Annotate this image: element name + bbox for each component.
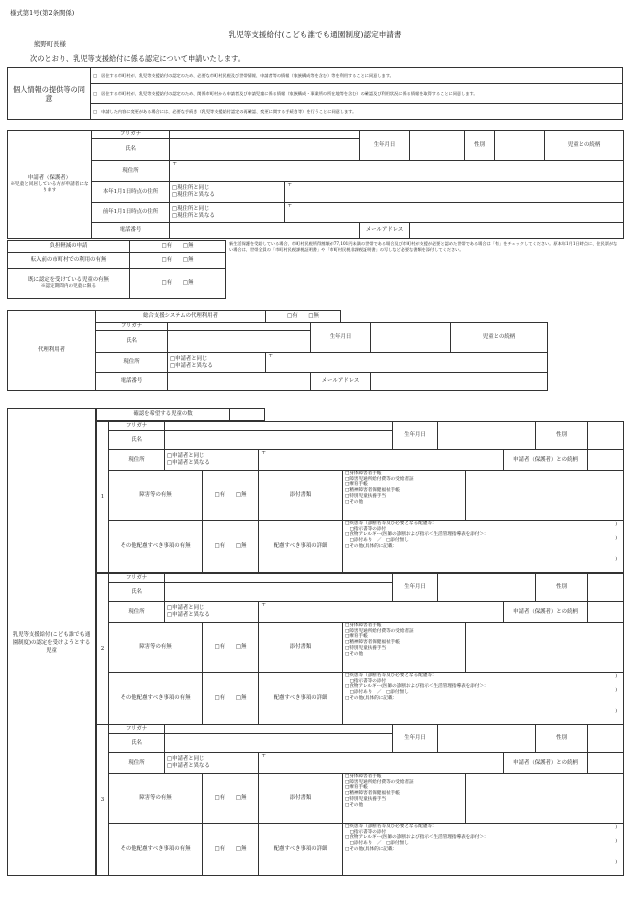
email-label: メールアドレス	[360, 223, 410, 239]
attach-label: 添付書類	[259, 471, 343, 521]
applicant-dob-field[interactable]	[410, 131, 465, 161]
attach-checkbox[interactable]: □障害児通所給付費等の受給者証	[345, 476, 414, 482]
dob-label: 生年月日	[393, 574, 438, 602]
proxy-table	[7, 310, 548, 391]
postal-mark: 〒	[261, 450, 267, 456]
child-gender-field[interactable]	[588, 574, 624, 602]
attach-checkbox[interactable]: □その他	[345, 499, 364, 505]
attach-list[interactable]	[343, 623, 466, 673]
child-name-field[interactable]	[165, 583, 393, 602]
attach-checkbox[interactable]: □療育手帳	[345, 785, 368, 791]
same-applicant-checkbox[interactable]: □申請者と同じ	[167, 605, 205, 612]
address-label: 現住所	[109, 602, 165, 623]
proxy-address-field[interactable]	[266, 353, 548, 373]
postal-mark: 〒	[261, 602, 267, 608]
furigana-label: フリガナ	[92, 131, 170, 139]
close-paren: )	[615, 674, 618, 679]
phone-label: 電話番号	[96, 373, 168, 391]
applicant-name-field[interactable]	[170, 139, 360, 161]
close-paren: )	[615, 839, 618, 844]
close-paren: )	[615, 709, 618, 714]
attach-checkbox[interactable]: □特別児童扶養手当	[345, 493, 387, 499]
relation-applicant-label: 申請者（保護者）との続柄	[504, 602, 588, 623]
attach-label: 添付書類	[259, 623, 343, 673]
child-address-field[interactable]	[259, 450, 504, 471]
detail-checkbox[interactable]: □食物アレルギー(医師の診断および指示＜生活管理指導表を添付＞：	[345, 532, 489, 538]
other-yes-no[interactable]: □有 □無	[203, 673, 259, 725]
same-address-checkbox[interactable]: □現住所と同じ	[172, 185, 210, 192]
form-number: 様式第1号(第2条関係)	[10, 9, 75, 17]
applicant-table	[7, 130, 624, 239]
proxy-furigana-field[interactable]	[168, 323, 311, 331]
attach-checkbox[interactable]: □障害児通所給付費等の受給者証	[345, 628, 414, 634]
child-block	[96, 724, 624, 876]
close-paren: )	[615, 825, 618, 830]
same-address-checkbox[interactable]: □現住所と同じ	[172, 205, 210, 212]
moved-yes-no[interactable]: □有 □無	[130, 253, 226, 269]
applicant-note: ※児童と同居している方が申請者になります	[10, 182, 89, 193]
child-furigana-field[interactable]	[165, 725, 393, 734]
diff-applicant-checkbox[interactable]: □申請者と異なる	[167, 612, 210, 618]
diff-address-checkbox[interactable]: □現住所と異なる	[172, 192, 215, 198]
disability-yes-no[interactable]: □有 □無	[203, 623, 259, 673]
name-label: 氏名	[109, 583, 165, 602]
attach-checkbox[interactable]: □特別児童扶養手当	[345, 645, 387, 651]
cert-label: 既に認定を受けている児童の有無	[28, 277, 109, 284]
proxy-address-options[interactable]	[168, 353, 266, 373]
name-label: 氏名	[96, 331, 168, 353]
children-label	[7, 408, 96, 876]
postal-mark: 〒	[268, 353, 274, 359]
attach-list[interactable]	[343, 471, 466, 521]
details-list[interactable]	[343, 824, 624, 876]
child-number: 2	[97, 574, 109, 725]
relation-applicant-label: 申請者（保護者）との続柄	[504, 450, 588, 471]
attach-checkbox[interactable]: □障害児通所給付費等の受給者証	[345, 779, 414, 785]
child-furigana-field[interactable]	[165, 422, 393, 431]
details-label: 配慮すべき事項の詳細	[259, 673, 343, 725]
consent-table	[7, 67, 623, 120]
child-address-field[interactable]	[259, 753, 504, 774]
dob-label: 生年月日	[393, 422, 438, 450]
child-gender-field[interactable]	[588, 725, 624, 753]
address-label: 現住所	[109, 450, 165, 471]
dob-label: 生年月日	[311, 323, 371, 353]
relation-applicant-label: 申請者（保護者）との続柄	[504, 753, 588, 774]
child-relation-field[interactable]	[588, 450, 624, 471]
jan1-prev-label: 前年1月1日時点の住所	[92, 203, 170, 223]
burden-side-note: 新生活保護を受給している場合、市町村民税所得割額が77,101円未満の世帯である場合及び市町村が支援が必要と認めた世帯である場合は「有」をチェックしてください。原本年1月1日時点に、住民票がない場合は、世帯全員の「市町村民税課税証明書」や「市町村民税非課税証明書」の写しなど必要な書類を添付してください。	[229, 241, 618, 252]
email-label: メールアドレス	[311, 373, 371, 391]
disability-label: 障害等の有無	[109, 774, 203, 824]
close-paren: )	[615, 860, 618, 865]
furigana-label: フリガナ	[109, 422, 165, 431]
child-name-field[interactable]	[165, 734, 393, 753]
cert-label-cell	[8, 269, 130, 299]
attach-checkbox[interactable]: □療育手帳	[345, 482, 368, 488]
child-relation-field[interactable]	[588, 602, 624, 623]
child-name-field[interactable]	[165, 431, 393, 450]
attach-checkbox[interactable]: □精神障害者保健福祉手帳	[345, 488, 400, 494]
lead-text: 次のとおり、乳児等支援給付に係る認定について申請いたします。	[30, 54, 245, 63]
other-label: その他配慮すべき事項の有無	[109, 521, 203, 573]
detail-checkbox[interactable]: □添付あり ／ □添付無し	[345, 841, 409, 847]
postal-mark: 〒	[172, 161, 178, 167]
children-count-table	[96, 408, 265, 421]
disability-yes-no[interactable]: □有 □無	[203, 471, 259, 521]
address-label: 現住所	[96, 353, 168, 373]
close-paren: )	[615, 522, 618, 527]
detail-checkbox[interactable]: □添付あり ／ □添付無し	[345, 690, 409, 696]
name-label: 氏名	[109, 734, 165, 753]
detail-checkbox[interactable]: □その他(具体的に記載：	[345, 543, 398, 549]
jan1-prev-address-field[interactable]	[285, 203, 624, 223]
attach-list[interactable]	[343, 774, 466, 824]
child-number: 3	[97, 725, 109, 876]
detail-checkbox[interactable]: □疾患等（診断名等及び必要となる配慮等：	[345, 673, 437, 678]
child-dob-field[interactable]	[438, 422, 536, 450]
applicant-gender-field[interactable]	[495, 131, 545, 161]
relation-child-label: 児童との続柄	[545, 131, 624, 161]
postal-mark: 〒	[261, 753, 267, 759]
address-label: 現住所	[109, 753, 165, 774]
children-count-label: 確認を希望する児童の数	[97, 409, 230, 421]
name-label: 氏名	[92, 139, 170, 161]
detail-checkbox[interactable]: □指示書等の添付	[345, 526, 387, 532]
details-list[interactable]	[343, 673, 624, 725]
diff-address-checkbox[interactable]: □現住所と異なる	[172, 212, 215, 219]
close-paren: )	[615, 688, 618, 693]
child-relation-field[interactable]	[588, 753, 624, 774]
furigana-label: フリガナ	[96, 323, 168, 331]
children-count-field[interactable]	[230, 409, 265, 421]
other-yes-no[interactable]: □有 □無	[203, 521, 259, 573]
phone-label: 電話番号	[92, 223, 170, 239]
jan1-prev-options[interactable]	[170, 203, 285, 223]
attach-checkbox[interactable]: □身体障害者手帳	[345, 774, 382, 779]
jan1-this-address-field[interactable]	[285, 182, 624, 203]
addressee: 熊野町長様	[34, 40, 66, 48]
proxy-label: 代理利用者	[8, 311, 96, 391]
close-paren: )	[615, 536, 618, 541]
applicant-label: 申請者（保護者）	[27, 175, 72, 182]
details-list[interactable]	[343, 521, 624, 573]
attach-checkbox[interactable]: □精神障害者保健福祉手帳	[345, 791, 400, 797]
attach-checkbox[interactable]: □身体障害者手帳	[345, 471, 382, 476]
attach-label: 添付書類	[259, 774, 343, 824]
relation-child-label: 児童との続柄	[451, 323, 548, 353]
same-applicant-checkbox[interactable]: □申請者と同じ	[167, 756, 205, 763]
gender-label: 性別	[536, 574, 588, 602]
postal-mark: 〒	[287, 182, 293, 188]
furigana-label: フリガナ	[109, 725, 165, 734]
moved-label: 転入前の市町村での利用の有無	[8, 253, 130, 269]
proxy-name-field[interactable]	[168, 331, 311, 353]
jan1-this-label: 本年1月1日時点の住所	[92, 182, 170, 203]
gender-label: 性別	[536, 422, 588, 450]
detail-checkbox[interactable]: □疾患等（診断名等及び必要となる配慮等：	[345, 824, 437, 829]
other-label: その他配慮すべき事項の有無	[109, 824, 203, 876]
attach-checkbox[interactable]: □その他	[345, 802, 364, 808]
consent-item[interactable]: □ 居住する市町村が、乳児等支援給付の認定のため、必要な市町村民税及び世帯情報、申請者等の情報（家族構成等を含む）等を利用することに同意します。	[91, 68, 623, 84]
address-label: 現住所	[92, 161, 170, 182]
child-block	[96, 421, 624, 573]
consent-item[interactable]: □ 居住する市町村が、乳児等支援給付の認定のため、関係市町村から申請者及び申請児童に係る情報（家族構成・事業所の所在地等を含む）の確認及び利用状況に係る情報を取得することに同意します。	[91, 84, 623, 104]
child-furigana-field[interactable]	[165, 574, 393, 583]
applicant-phone-field[interactable]	[170, 223, 360, 239]
child-address-field[interactable]	[259, 602, 504, 623]
detail-checkbox[interactable]: □その他(具体的に記載：	[345, 695, 398, 701]
details-label: 配慮すべき事項の詳細	[259, 824, 343, 876]
applicant-email-field[interactable]	[410, 223, 624, 239]
child-number: 1	[97, 422, 109, 573]
jan1-this-options[interactable]	[170, 182, 285, 203]
attach-checkbox[interactable]: □療育手帳	[345, 634, 368, 640]
child-block	[96, 573, 624, 725]
applicant-label-cell	[8, 131, 92, 239]
detail-checkbox[interactable]: □指示書等の添付	[345, 678, 387, 684]
other-label: その他配慮すべき事項の有無	[109, 673, 203, 725]
attach-checkbox[interactable]: □その他	[345, 651, 364, 657]
form-title: 乳児等支援給付(こども誰でも通園制度)認定申請書	[228, 30, 402, 39]
applicant-address-field[interactable]	[170, 161, 624, 182]
same-applicant-checkbox[interactable]: □申請者と同じ	[170, 355, 208, 362]
detail-checkbox[interactable]: □食物アレルギー(医師の診断および指示＜生活管理指導表を添付＞：	[345, 835, 489, 841]
cert-yes-no[interactable]: □有 □無	[130, 269, 226, 299]
close-paren: )	[615, 557, 618, 562]
proxy-system-label: 総合支援システムの代理利用者	[96, 311, 266, 323]
diff-applicant-checkbox[interactable]: □申請者と異なる	[170, 362, 213, 369]
attach-checkbox[interactable]: □特別児童扶養手当	[345, 796, 387, 802]
applicant-furigana-field[interactable]	[170, 131, 360, 139]
other-yes-no[interactable]: □有 □無	[203, 824, 259, 876]
burden-yes-no[interactable]: □有 □無	[130, 241, 226, 253]
proxy-phone-field[interactable]	[168, 373, 311, 391]
child-dob-field[interactable]	[438, 725, 536, 753]
name-label: 氏名	[109, 431, 165, 450]
diff-applicant-checkbox[interactable]: □申請者と異なる	[167, 763, 210, 769]
gender-label: 性別	[465, 131, 495, 161]
child-gender-field[interactable]	[588, 422, 624, 450]
disability-label: 障害等の有無	[109, 623, 203, 673]
detail-checkbox[interactable]: □添付あり ／ □添付無し	[345, 538, 409, 544]
proxy-dob-field[interactable]	[371, 323, 451, 353]
proxy-email-field[interactable]	[371, 373, 548, 391]
child-address-options[interactable]	[165, 602, 259, 623]
child-address-options[interactable]	[165, 450, 259, 471]
diff-applicant-checkbox[interactable]: □申請者と異なる	[167, 460, 210, 466]
detail-checkbox[interactable]: □指示書等の添付	[345, 829, 387, 835]
gender-label: 性別	[536, 725, 588, 753]
proxy-system-yes-no[interactable]: □有 □無	[266, 311, 341, 323]
detail-checkbox[interactable]: □その他(具体的に記載：	[345, 846, 398, 852]
dob-label: 生年月日	[393, 725, 438, 753]
postal-mark: 〒	[287, 203, 293, 209]
attach-checkbox[interactable]: □精神障害者保健福祉手帳	[345, 640, 400, 646]
detail-checkbox[interactable]: □食物アレルギー(医師の診断および指示＜生活管理指導表を添付＞：	[345, 684, 489, 690]
attach-checkbox[interactable]: □身体障害者手帳	[345, 623, 382, 628]
detail-checkbox[interactable]: □疾患等（診断名等及び必要となる配慮等：	[345, 521, 437, 526]
child-address-options[interactable]	[165, 753, 259, 774]
consent-item[interactable]: □ 申請した内容に変更がある場合には、必要な手続き（乳児等支援給付認定の再確認、変更に関する手続き等）を行うことに同意します。	[91, 104, 623, 120]
burden-label: 負担軽減の申請	[8, 241, 130, 253]
details-label: 配慮すべき事項の詳細	[259, 521, 343, 573]
furigana-label: フリガナ	[109, 574, 165, 583]
disability-yes-no[interactable]: □有 □無	[203, 774, 259, 824]
dob-label: 生年月日	[360, 131, 410, 161]
applicant-extra-table	[7, 240, 226, 299]
consent-label: 個人情報の提供等の同意	[8, 68, 91, 120]
cert-note: ※認定期間内の児童に限る	[40, 284, 97, 289]
disability-label: 障害等の有無	[109, 471, 203, 521]
same-applicant-checkbox[interactable]: □申請者と同じ	[167, 453, 205, 460]
children-label-text: 乳児等支援給付(こども誰でも通園制度)の認定を受けようとする児童	[12, 632, 91, 654]
child-dob-field[interactable]	[438, 574, 536, 602]
